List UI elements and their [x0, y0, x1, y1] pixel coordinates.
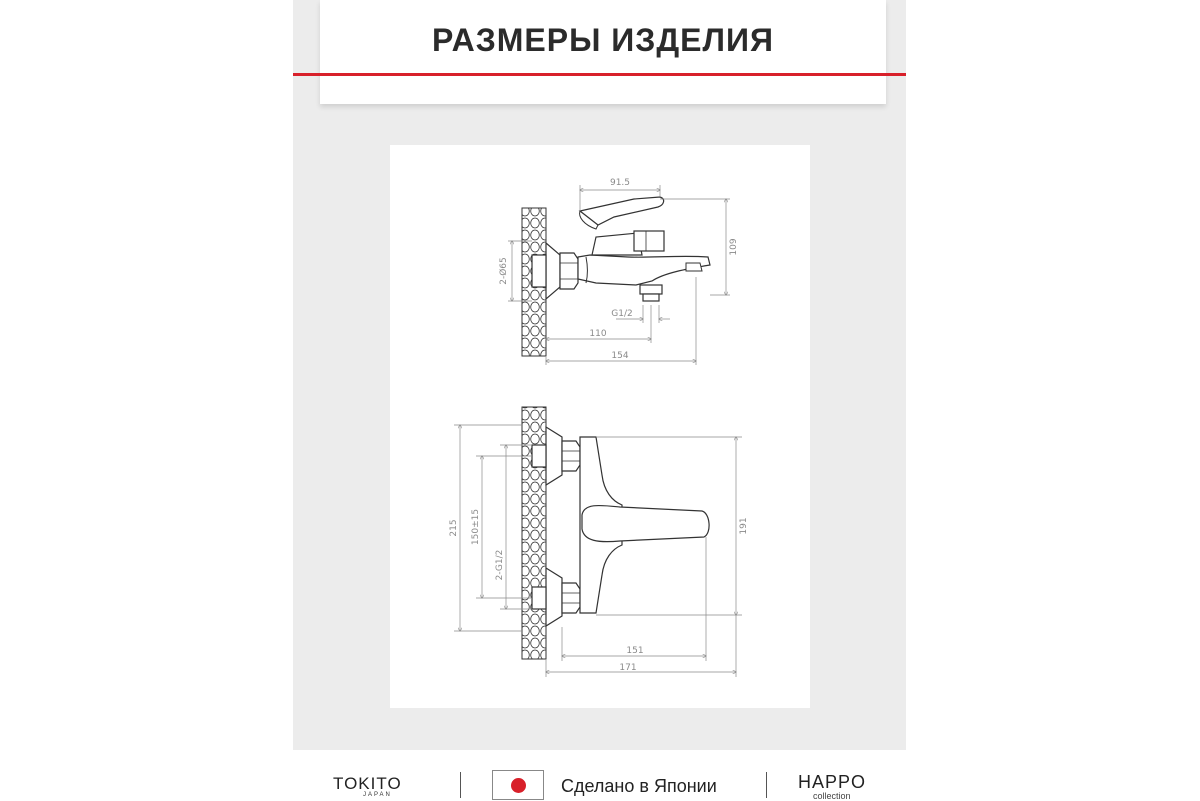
hex-nut [560, 253, 578, 289]
brand-logo: TOKITO [333, 774, 402, 793]
brand-logo-sub: JAPAN [363, 792, 392, 798]
hex-nut [562, 583, 580, 613]
front-view [449, 407, 749, 677]
dim-thread: G1/2 [611, 309, 633, 319]
dim-hole: 2-Ø65 [499, 257, 509, 285]
lever-handle [580, 197, 664, 225]
dim-body-depth: 151 [626, 646, 644, 656]
dim-inlets: 2-G1/2 [495, 549, 505, 581]
dim-total-height: 215 [449, 519, 459, 537]
escutcheon [546, 243, 560, 299]
cartridge-cap [634, 231, 664, 251]
footer-divider [460, 772, 461, 798]
top-view [498, 178, 739, 365]
hex-nut [562, 441, 580, 471]
technical-drawing-sheet [390, 145, 810, 708]
series-sub: collection [813, 791, 851, 801]
dim-total-depth: 171 [619, 663, 637, 673]
dim-spout-reach: 110 [589, 329, 607, 339]
dim-body-height: 191 [739, 517, 749, 535]
page-title: РАЗМЕРЫ ИЗДЕЛИЯ [432, 22, 774, 58]
series-name: HAPPO [798, 772, 867, 792]
lever-handle [582, 505, 709, 541]
dim-width-top: 91.5 [609, 178, 631, 188]
made-in-label: Сделано в Японии [561, 776, 717, 796]
japan-flag-icon [492, 770, 544, 800]
footer-divider [766, 772, 767, 798]
dim-centers: 150±15 [471, 508, 481, 546]
aerator [686, 263, 702, 271]
footer-bar [293, 752, 906, 800]
technical-drawing [390, 145, 810, 708]
diverter [640, 285, 662, 294]
dim-height: 109 [729, 238, 739, 256]
inlet-connector [532, 255, 546, 287]
title-card [320, 0, 886, 104]
dim-total-reach: 154 [611, 351, 629, 361]
accent-divider [293, 73, 906, 76]
